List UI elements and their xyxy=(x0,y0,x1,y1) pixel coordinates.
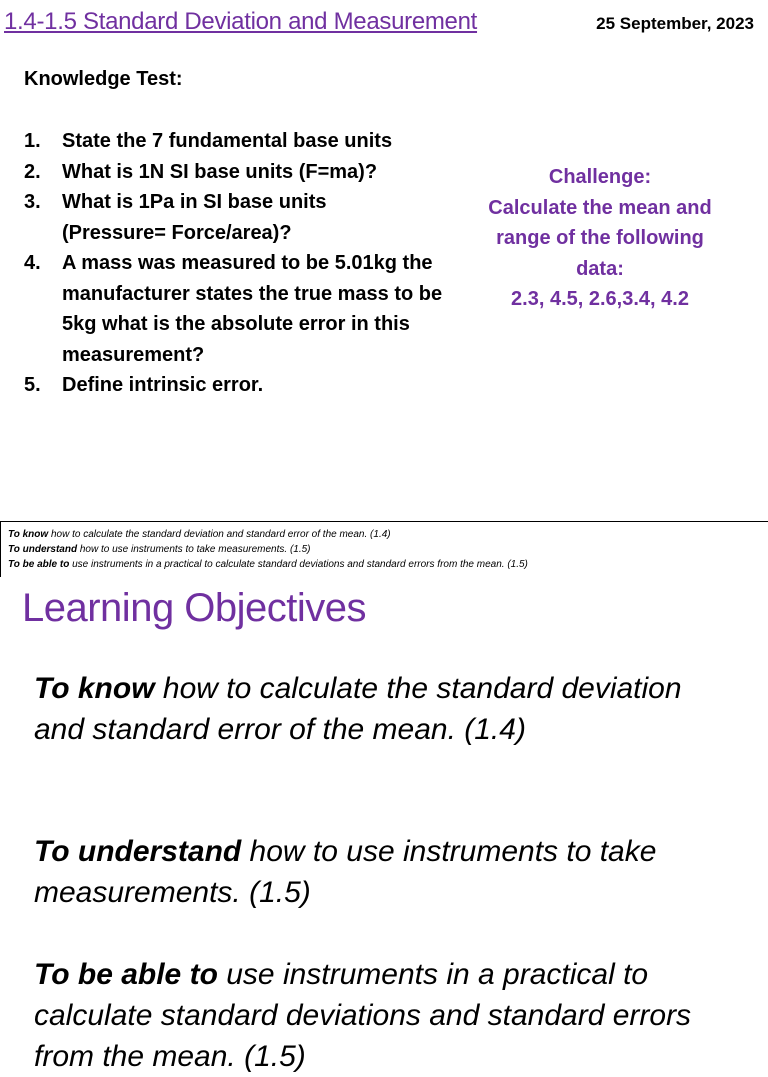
challenge-box xyxy=(460,162,740,315)
question-text: What is 1Pa in SI base units (Pressure= Force/area)? xyxy=(62,191,327,244)
objectives-summary-strip xyxy=(0,521,768,577)
summary-line xyxy=(1,522,768,542)
page-title: 1.4-1.5 Standard Deviation and Measurement xyxy=(4,8,478,35)
objective-keyword: To be able to xyxy=(34,958,218,991)
objective-item xyxy=(34,831,714,913)
summary-keyword: To know xyxy=(8,529,49,540)
summary-text: how to calculate the standard deviation and standard error of the mean. (1.4) xyxy=(48,529,391,540)
objective-keyword: To know xyxy=(34,672,155,705)
challenge-line: range of the following xyxy=(496,227,704,249)
summary-line xyxy=(1,557,768,572)
challenge-data: 2.3, 4.5, 2.6,3.4, 4.2 xyxy=(511,288,689,310)
question-number: 1. xyxy=(24,130,41,152)
question-number: 5. xyxy=(24,374,41,396)
question-number: 2. xyxy=(24,160,41,183)
list-item xyxy=(24,248,454,370)
summary-text: use instruments in a practical to calculate standard deviations and standard errors from the mean. (1.5) xyxy=(69,559,528,570)
list-item xyxy=(24,157,454,188)
knowledge-test-heading: Knowledge Test: xyxy=(24,68,183,90)
summary-text: how to use instruments to take measurements. (1.5) xyxy=(77,544,311,555)
learning-objectives-title: Learning Objectives xyxy=(22,586,367,630)
list-item xyxy=(24,187,454,248)
objective-text: use instruments in a practical to calculate standard deviations and standard errors from the mean. (1.5) xyxy=(34,958,692,1073)
objective-item xyxy=(34,954,714,1077)
question-number: 4. xyxy=(24,252,41,274)
summary-keyword: To be able to xyxy=(8,559,70,570)
summary-line xyxy=(1,542,768,557)
objective-text: how to use instruments to take measurements. (1.5) xyxy=(34,835,657,909)
challenge-heading: Challenge: xyxy=(548,166,652,188)
summary-keyword: To understand xyxy=(8,544,78,555)
question-number: 3. xyxy=(24,191,41,213)
objective-keyword: To understand xyxy=(34,835,242,868)
list-item xyxy=(24,370,454,401)
question-text: A mass was measured to be 5.01kg the manufacturer states the true mass to be 5kg what is the absolute error in this measurement? xyxy=(62,252,443,366)
date-label: 25 September, 2023 xyxy=(596,14,754,33)
challenge-line: data: xyxy=(576,257,624,280)
knowledge-test-slide xyxy=(0,0,768,520)
challenge-line: Calculate the mean and xyxy=(488,196,712,219)
question-text: State the 7 fundamental base units xyxy=(62,130,393,152)
question-list xyxy=(24,126,454,401)
objective-text: how to calculate the standard deviation and standard error of the mean. (1.4) xyxy=(34,672,682,746)
objective-item xyxy=(34,668,714,750)
list-item xyxy=(24,126,454,157)
question-text: Define intrinsic error. xyxy=(62,374,264,396)
question-text: What is 1N SI base units (F=ma)? xyxy=(62,160,378,183)
